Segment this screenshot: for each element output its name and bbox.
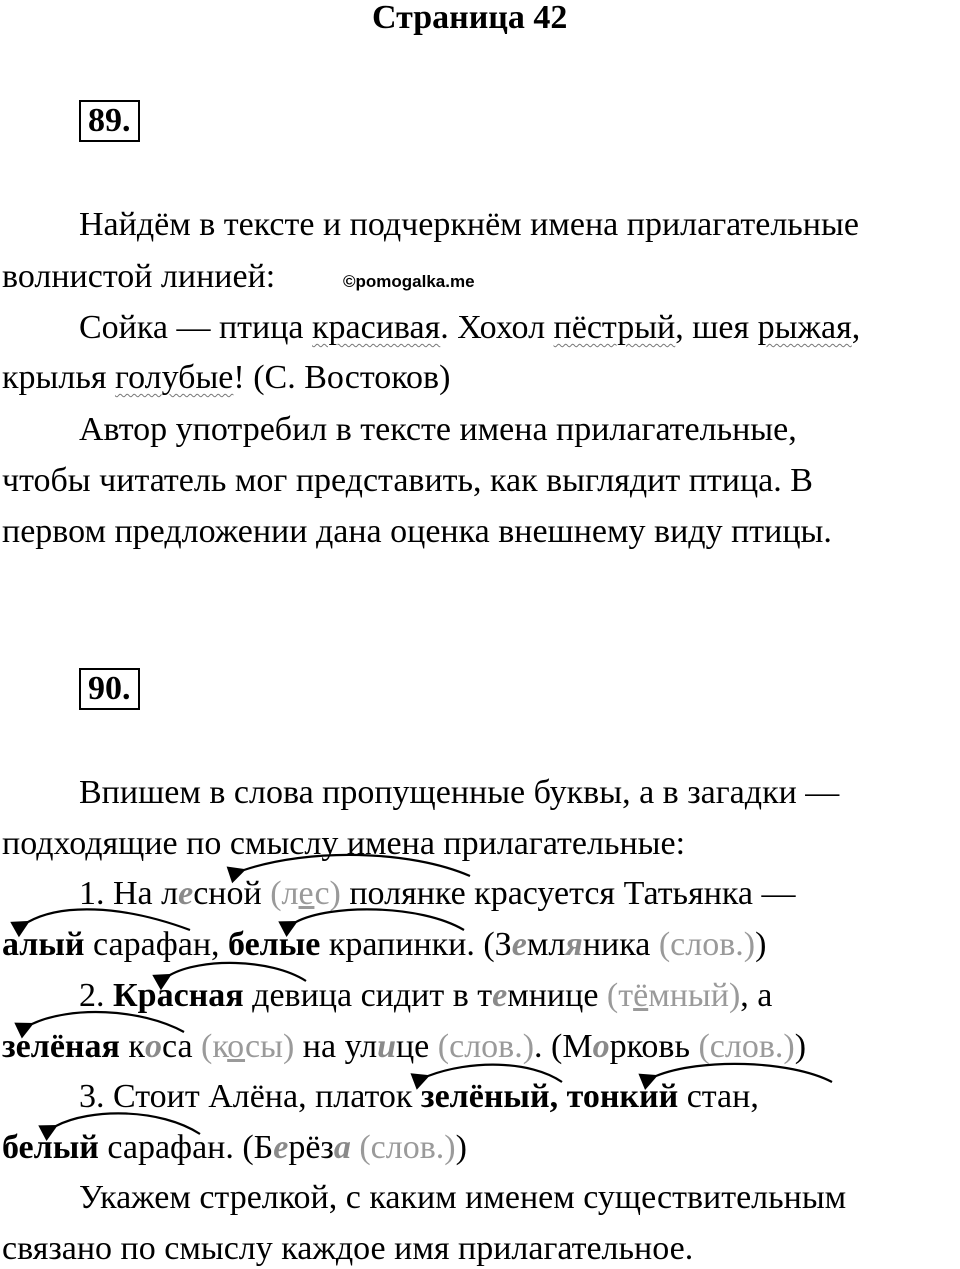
riddle-2-line-1	[79, 976, 772, 1016]
riddle-text: )	[755, 926, 767, 963]
riddle-1-line-2	[2, 925, 766, 965]
check-word: (лес)	[270, 875, 341, 912]
riddle-3-line-1	[79, 1077, 759, 1117]
dictionary-note: (слов.)	[658, 926, 756, 963]
riddle-text: рёз	[288, 1129, 334, 1166]
riddle-text: 2.	[79, 977, 113, 1014]
adjective-wavy: рыжая	[757, 309, 852, 346]
quote-text: . Хохол	[440, 309, 554, 346]
riddle-2-line-2	[2, 1027, 806, 1067]
ex90-outro-line-1: Укажем стрелкой, с каким именем существительным	[79, 1179, 847, 1216]
dictionary-note: (слов.)	[359, 1129, 456, 1166]
riddle-3-line-2	[2, 1128, 467, 1168]
quote-text: ! (С. Востоков)	[233, 359, 451, 396]
quote-text: Сойка — птица	[79, 309, 313, 346]
quote-text: ,	[851, 309, 861, 346]
page-title: Страница 42	[372, 0, 568, 36]
exercise-number-89-text: 89	[88, 102, 122, 139]
riddle-text: це	[395, 1028, 438, 1065]
inserted-letter: о	[144, 1028, 162, 1065]
inserted-letter: и	[377, 1028, 396, 1065]
exercise-number-90: 90.	[79, 668, 140, 710]
dictionary-note: (слов.)	[698, 1028, 795, 1065]
riddle-text: девица сидит в т	[243, 977, 493, 1014]
adjective-wavy: пёстрый	[553, 309, 676, 346]
riddle-text: )	[455, 1129, 467, 1166]
adjective-wavy: голубые	[114, 359, 234, 396]
riddle-text: стан,	[678, 1078, 759, 1115]
check-word: (тёмный)	[606, 977, 741, 1014]
riddle-text: 3. Стоит Алёна, платок	[79, 1078, 421, 1115]
answer-adjective: тонкий	[566, 1078, 679, 1115]
answer-adjective: алый	[2, 926, 85, 963]
inserted-letter: о	[592, 1028, 610, 1065]
ex89-answer-line-3: первом предложении дана оценка внешнему виду птицы.	[2, 513, 832, 550]
riddle-text: крапинки. (З	[320, 926, 512, 963]
exercise-number-90-text: 90	[88, 670, 122, 707]
inserted-letter: а	[333, 1129, 351, 1166]
watermark: ©pomogalka.me	[343, 272, 475, 291]
ex89-intro-line-2: волнистой линией:	[2, 258, 276, 295]
ex90-outro-line-2: связано по смыслу каждое имя прилагательное.	[2, 1230, 694, 1267]
answer-adjective: зелёная	[2, 1028, 120, 1065]
riddle-text: . (М	[534, 1028, 593, 1065]
riddle-text: мл	[526, 926, 566, 963]
answer-adjective: зелёный	[420, 1078, 550, 1115]
riddle-text: сарафан,	[84, 926, 229, 963]
answer-adjective: белый	[2, 1129, 99, 1166]
riddle-text: )	[794, 1028, 807, 1065]
riddle-1-line-1	[79, 874, 796, 914]
riddle-text: ,	[549, 1078, 567, 1115]
ex89-quote-line-1	[79, 308, 860, 348]
riddle-text: 1. На л	[79, 875, 179, 912]
ex89-answer-line-1: Автор употребил в тексте имена прилагательные,	[79, 411, 797, 448]
ex89-answer-line-2: чтобы читатель мог представить, как выглядит птица. В	[2, 462, 813, 499]
check-word: (косы)	[201, 1028, 295, 1065]
riddle-text: мнице	[507, 977, 607, 1014]
inserted-letter: е	[273, 1129, 289, 1166]
riddle-text: к	[119, 1028, 145, 1065]
ex90-intro-line-1: Впишем в слова пропущенные буквы, а в загадки —	[79, 774, 840, 811]
ex89-quote-line-2	[2, 358, 450, 398]
riddle-text: сной	[193, 875, 271, 912]
riddle-text: на ул	[294, 1028, 378, 1065]
ex90-intro-line-2: подходящие по смыслу имена прилагательные:	[2, 825, 686, 862]
inserted-letter: я	[565, 926, 583, 963]
adjective-wavy: красивая	[312, 309, 441, 346]
riddle-text: сарафан. (Б	[98, 1129, 274, 1166]
quote-text: , шея	[675, 309, 758, 346]
riddle-text: са	[161, 1028, 202, 1065]
answer-adjective: Красная	[113, 977, 244, 1014]
exercise-number-89: 89.	[79, 100, 140, 142]
ex89-intro-line-1: Найдём в тексте и подчеркнём имена прилагательные	[79, 206, 859, 243]
quote-text: крылья	[2, 359, 115, 396]
inserted-letter: е	[511, 926, 527, 963]
riddle-text: рковь	[609, 1028, 699, 1065]
riddle-text: полянке красуется Татьянка —	[340, 875, 796, 912]
inserted-letter: е	[178, 875, 194, 912]
inserted-letter: е	[492, 977, 508, 1014]
answer-adjective: белые	[228, 926, 321, 963]
riddle-text: ника	[582, 926, 659, 963]
dictionary-note: (слов.)	[437, 1028, 535, 1065]
riddle-text: , а	[740, 977, 773, 1014]
